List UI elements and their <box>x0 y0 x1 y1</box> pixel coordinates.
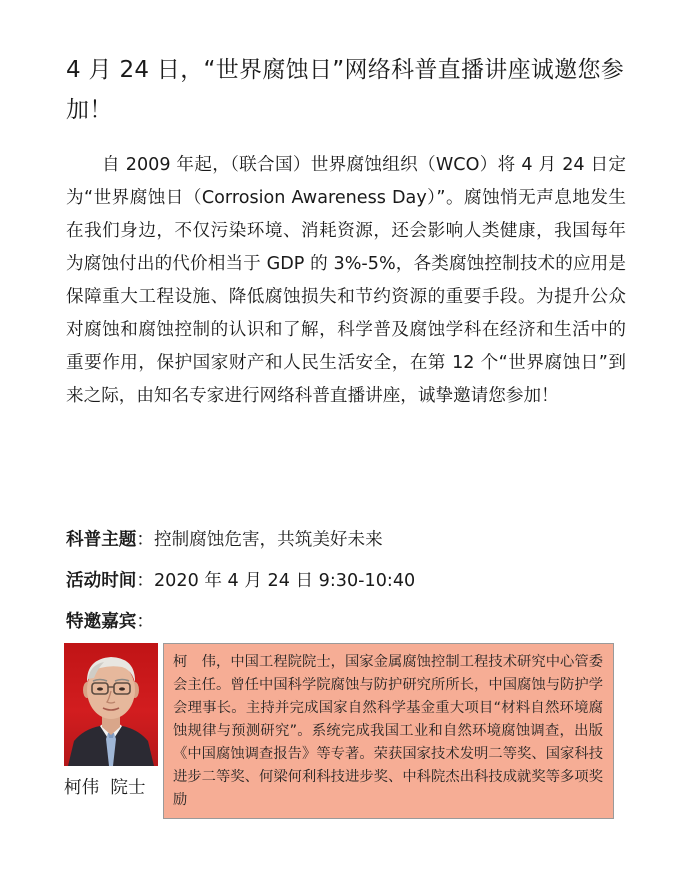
page-title: 4 月 24 日，“世界腐蚀日”网络科普直播讲座诚邀您参加！ <box>66 57 625 123</box>
theme-label: 科普主题 <box>66 530 137 550</box>
theme-line <box>66 525 626 555</box>
guest-bio-box <box>163 643 614 819</box>
guests-label: 特邀嘉宾 <box>66 612 137 632</box>
guest-caption: 柯伟 院士 <box>64 778 146 798</box>
time-line <box>66 566 626 596</box>
intro-paragraph: 自 2009 年起，（联合国）世界腐蚀组织（WCO）将 4 月 24 日定为“世界腐蚀日（Corrosion Awareness Day）”。腐蚀悄无声息地发生在我们身边，不仅污染环境、消耗资源，还会影响人类健康，我国每年为腐蚀付出的代价相当于 GDP 的 3%-5%，各类腐蚀控制技术的应用是保障重大工程设施、降低腐蚀损失和节约资源的重要手段。为提升公众对腐蚀和腐蚀控制的认识和了解，科学普及腐蚀学科在经济和生活中的重要作用，保护国家财产和人民生活安全，在第 12 个“世界腐蚀日”到来之际，由知名专家进行网络科普直播讲座，诚挚邀请您参加！ <box>66 155 626 406</box>
time-label: 活动时间 <box>66 571 137 591</box>
guest-bio-text: 柯 伟，中国工程院院士，国家金属腐蚀控制工程技术研究中心管委会主任。曾任中国科学院腐蚀与防护研究所所长，中国腐蚀与防护学会理事长。主持并完成国家自然科学基金重大项目“材料自然环境腐蚀规律与预测研究”。系统完成我国工业和自然环境腐蚀调查，出版《中国腐蚀调查报告》等专著。荣获国家技术发明二等奖、国家科技进步二等奖、何梁何利科技进步奖、中科院杰出科技成就奖等多项奖励 <box>173 654 603 808</box>
time-value: ：2020 年 4 月 24 日 9:30-10:40 <box>136 571 416 591</box>
guest-portrait-photo <box>64 643 158 766</box>
portrait-illustration <box>64 643 158 766</box>
theme-value: ：控制腐蚀危害，共筑美好未来 <box>136 530 383 550</box>
guests-suffix: ： <box>136 612 154 632</box>
guests-line <box>66 607 626 637</box>
